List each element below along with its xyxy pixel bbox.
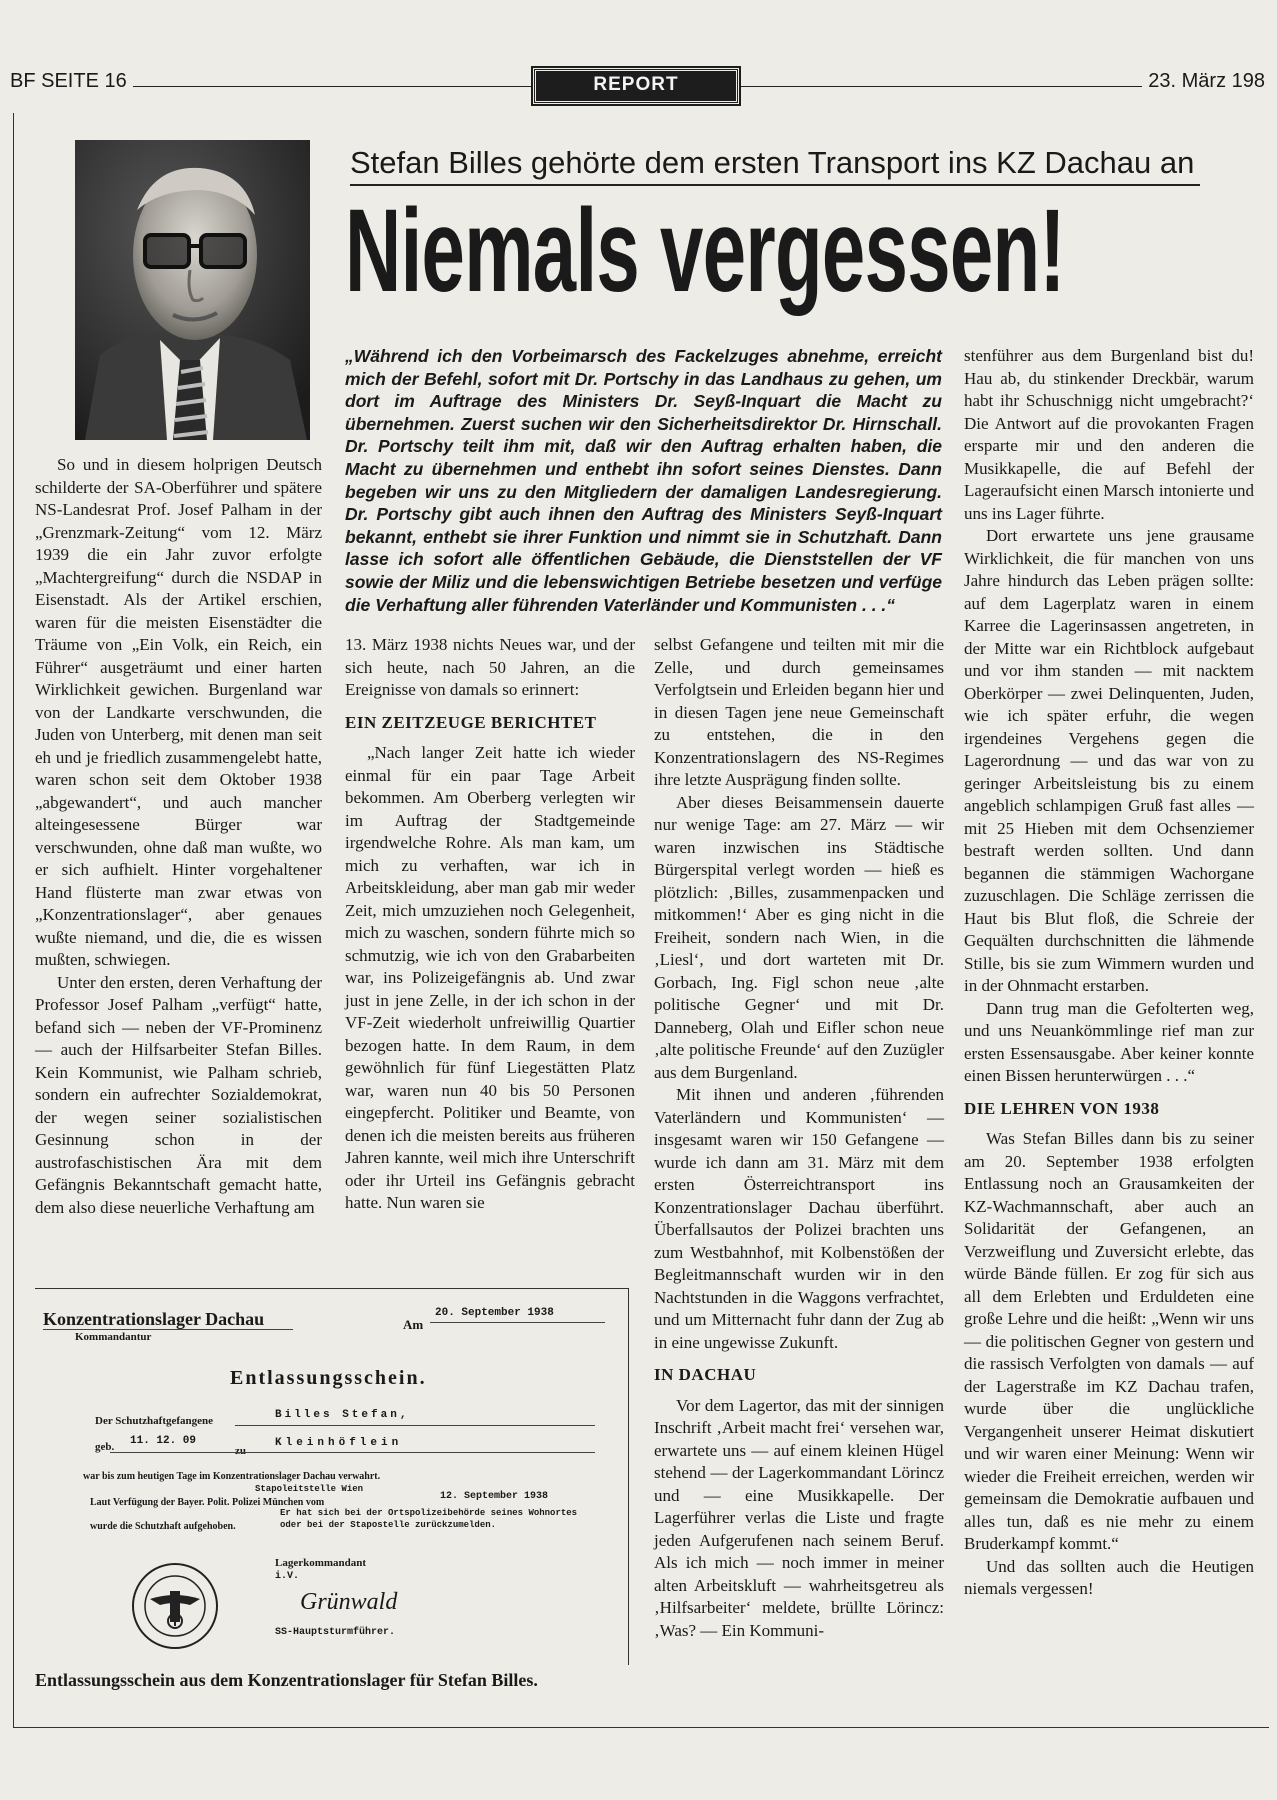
document-caption: Entlassungsschein aus dem Konzentrationslager für Stefan Billes. bbox=[35, 1670, 538, 1690]
paragraph: Mit ihnen und anderen ‚führenden Vaterländern und Kommunisten‘ — insgesamt waren wir 150 Gefangene — wurde ich dann am 31. März mit dem ersten Österreichtransport ins Konzentrationslager Dachau überführt. Überfallsautos der Polizei brachten uns zum Westbahnhof, mit Kolbenstößen der Begleitmannschaft wurden wir in den Nachtstunden in die Waggons verfrachtet, und um Mitternacht fuhr dann der Zug ab in eine ungewisse Zukunft. bbox=[654, 1085, 944, 1352]
doc-line4-stapo: Stapoleitstelle Wien bbox=[255, 1484, 364, 1494]
column-1 bbox=[35, 454, 322, 1219]
doc-date: 20. September 1938 bbox=[435, 1307, 554, 1319]
doc-sig-label2: i.V. bbox=[275, 1571, 300, 1582]
page-label: BF SEITE 16 bbox=[10, 70, 133, 93]
paragraph: 13. März 1938 nichts Neues war, und der sich heute, nach 50 Jahren, an die Ereignisse von damals so erinnert: bbox=[345, 635, 635, 699]
doc-sig-label1: Lagerkommandant bbox=[275, 1557, 367, 1569]
doc-line5-label: wurde die Schutzhaft aufgehoben. bbox=[90, 1521, 236, 1532]
subheading-dachau: IN DACHAU bbox=[654, 1365, 757, 1384]
release-document-figure bbox=[35, 1288, 630, 1694]
column-2 bbox=[345, 634, 635, 1215]
issue-date: 23. März 198 bbox=[1142, 70, 1265, 93]
article-kicker: Stefan Billes gehörte dem ersten Transport ins KZ Dachau an bbox=[350, 145, 1195, 180]
doc-line3: war bis zum heutigen Tage im Konzentrationslager Dachau verwahrt. bbox=[83, 1471, 381, 1482]
paragraph: Und das sollten auch die Heutigen niemals vergessen! bbox=[964, 1556, 1254, 1598]
column-3 bbox=[654, 634, 944, 1642]
release-document bbox=[35, 1288, 629, 1665]
subheading-lehren: DIE LEHREN VON 1938 bbox=[964, 1098, 1160, 1118]
eagle-seal-icon bbox=[130, 1561, 220, 1651]
paragraph: Was Stefan Billes dann bis zu seiner am 20. September 1938 erfolgten Entlassung noch an Grausamkeiten der KZ-Wachmannschaft, aber auch an Solidarität der Gefangenen, an Verzweiflung und Zuversicht erlebte, das würde Bände füllen. Er zog für sich aus all dem Erlebten und Erduldeten eine große Lehre und die heißt: „Wenn wir uns — die politischen Gegner von gestern und die rassisch Verfolgten von damals — auf der Lagerstraße im KZ Dachau trafen, wurde über die unglückliche Vergangenheit unserer Heimat diskutiert und wir waren einer Meinung: Wenn wir wieder die Freiheit erreichen, werden wir gemeinsam die Demokratie aufbauen und alles tun, daß es nie mehr zu einem Bruderkampf kommt.“ bbox=[964, 1129, 1254, 1553]
doc-line4-date: 12. September 1938 bbox=[440, 1491, 549, 1502]
doc-line2-zu: zu bbox=[235, 1445, 246, 1457]
portrait-photo bbox=[75, 140, 310, 440]
doc-signature: Grünwald bbox=[300, 1589, 398, 1615]
section-label: REPORT bbox=[533, 68, 739, 104]
doc-line2-date: 11. 12. 09 bbox=[130, 1435, 197, 1447]
paragraph: Dort erwartete uns jene grausame Wirklichkeit, die für manchen von uns Jahre hindurch das Leben prägen sollte: auf dem Lagerplatz waren in einem Karree die Lagerinsassen angetreten, in der Mitte war ein Richtblock aufgebaut und vor ihm standen — mit nacktem Oberkörper — zwei Delinquenten, Juden, wie ich später erfuhr, die wegen irgendeines Vergehens gegen die Lagerordnung — und das war von zu geringer Arbeitsleistung bis zu einem angeblich schlampigen Gruß fast alles — mit 25 Hieben mit dem Ochsenziemer bestraft werden sollten. Und dann begannen die stämmigen Wachorgane zuzuschlagen. Die Schläge zerrissen die Haut bis Blut floß, die Schreie der Gequälten durchschnitten die lähmende Stille, bis sie zum Wimmern wurden und in der Ohnmacht erstarben. bbox=[964, 526, 1254, 995]
doc-date-prefix: Am bbox=[403, 1317, 424, 1332]
paragraph: Vor dem Lagertor, das mit der sinnigen Inschrift ‚Arbeit macht frei‘ versehen war, erwartete uns — auf einem kleinen Hügel stehend — der Lagerkommandant Lörincz und — eine Musikkapelle. Der Lagerführer verlas die Liste und fragte jeden Aufgerufenen nach seinem Beruf. Als ich mich — noch immer in meiner alten Arbeitskluft — wahrheitsgetreu als ‚Hilfsarbeiter‘ meldete, brüllte Lörincz: ‚Was? — Ein Kommuni- bbox=[654, 1395, 944, 1640]
doc-line2-place: Kleinhöflein bbox=[275, 1437, 403, 1449]
doc-header: Konzentrationslager Dachau bbox=[43, 1309, 265, 1329]
paragraph: Dann trug man die Gefolterten weg, und uns Neuankömmlinge rief man zur ersten Essensausgabe. Aber keiner konnte einen Bissen herunterwürgen . . .“ bbox=[964, 998, 1254, 1085]
doc-header-sub: Kommandantur bbox=[75, 1331, 152, 1343]
doc-line1-label: Der Schutzhaftgefangene bbox=[95, 1415, 214, 1427]
column-4 bbox=[964, 345, 1254, 1601]
doc-title: Entlassungsschein. bbox=[230, 1367, 427, 1389]
doc-line4-label: Laut Verfügung der Bayer. Polit. Polizei München vom bbox=[90, 1497, 325, 1508]
paragraph: So und in diesem holprigen Deutsch schilderte der SA-Oberführer und spätere NS-Landesrat Prof. Josef Palham in der „Grenzmark-Zeitung“ vom 12. März 1939 die ein Jahr zuvor erfolgte „Machtergreifung“ durch die NSDAP in Eisenstadt. Als der Artikel erschien, waren für die meisten Eisenstädter die Träume von „Ein Volk, ein Reich, ein Führer“ ausgeträumt und einer harten Wirklichkeit gewichen. Burgenland war von der Landkarte verschwunden, die Juden von Unterberg, mit denen man seit eh und je friedlich zusammengelebt hatte, waren schon seit dem Oktober 1938 „abgewandert“, und auch mancher alteingesessene Bürger war verschwunden, ohne daß man wußte, wo er sich aufhielt. Hinter vorgehaltener Hand flüsterte man zwar etwas von „Konzentrationslager“, aber genaues wußte niemand, und die, die es wissen mußten, schwiegen. bbox=[35, 455, 322, 969]
doc-line2-label: geb. bbox=[95, 1441, 115, 1453]
masthead bbox=[10, 70, 1265, 100]
portrait-illustration bbox=[75, 140, 310, 440]
paragraph: stenführer aus dem Burgenland bist du! Hau ab, du stinkender Dreckbär, warum habt ihr Schuschnigg nicht umgebracht?‘ Die Antwort auf die provokanten Fragen ersparte mir und den anderen die Musikkapelle, die auf Befehl der Lageraufsicht einen Marsch intonierte und uns ins Lager führte. bbox=[964, 346, 1254, 523]
subheading-zeitzeuge: EIN ZEITZEUGE BERICHTET bbox=[345, 712, 597, 732]
article-headline: Niemals vergessen! bbox=[345, 185, 1065, 317]
intro-quote: „Während ich den Vorbeimarsch des Fackelzuges abnehme, erreicht mich der Befehl, sofort mit Dr. Portschy in das Landhaus zu gehen, um dort im Auftrage des Ministers Dr. Seyß-Inquart die Macht zu übernehmen. Zuerst suchen wir den Sicherheitsdirektor Dr. Hirnschall. Dr. Portschy teilt ihm mit, daß wir den Auftrag erhalten haben, die Macht zu übernehmen und enthebt ihn sofort seines Dienstes. Dann begeben wir uns zu den Mitgliedern der damaligen Landesregierung. Dr. Portschy gibt auch ihnen den Auftrag des Ministers Seyß-Inquart bekannt, enthebt sie ihrer Funktion und nimmt sie in Schutzhaft. Dann lasse ich sofort alle öffentlichen Gebäude, die Dienststellen der VF sowie der Miliz und die lebenswichtigen Betriebe besetzen und verfüge die Verhaftung aller führenden Vaterländer und Kommunisten . . .“ bbox=[345, 346, 942, 615]
doc-sig-rank: SS-Hauptsturmführer. bbox=[275, 1627, 396, 1638]
paragraph: selbst Gefangene und teilten mit mir die Zelle, und durch gemeinsames Verfolgtsein und Erleiden begann hier und in diesen Tagen jene neue Gemeinschaft zu entstehen, die in den Konzentrationslagern des NS-Regimes ihre letzte Ausprägung finden sollte. bbox=[654, 635, 944, 789]
paragraph: Aber dieses Beisammensein dauerte nur wenige Tage: am 27. März — wir waren inzwischen ins Städtische Bürgerspital verlegt worden — hieß es plötzlich: ‚Billes, zusammenpacken und mitkommen!‘ Aber es ging nicht in die Freiheit, sondern nach Wien, in die ‚Liesl‘, und dort warteten mit Dr. Gorbach, Ing. Figl schon neue ‚alte politische Gegner‘ und mit Dr. Danneberg, Olah und Eifler schon neue ‚alte politische Freunde‘ auf den Zuzügler aus dem Burgenland. bbox=[654, 792, 944, 1082]
doc-line1-value: Billes Stefan, bbox=[275, 1409, 410, 1421]
paragraph: Unter den ersten, deren Verhaftung der Professor Josef Palham „verfügt“ hatte, befand sich — neben der VF-Prominenz — auch der Hilfsarbeiter Stefan Billes. Kein Kommunist, wie Palham schrieb, sondern ein aufrechter Sozialdemokrat, der wegen seiner sozialistischen Gesinnung schon in der austrofaschistischen Ära mit dem Gefängnis Bekanntschaft gemacht hatte, dem also diese neuerliche Verhaftung am bbox=[35, 972, 322, 1217]
doc-line5-text: Er hat sich bei der Ortspolizeibehörde seines Wohnortes oder bei der Stapostelle zurückzumelden. bbox=[280, 1508, 578, 1530]
paragraph: „Nach langer Zeit hatte ich wieder einmal für ein paar Tage Arbeit bekommen. Am Oberberg verlegten wir im Auftrag der Stadtgemeinde irgendwelche Rohre. Als man kam, um mich zu verhaften, war ich in Arbeitskleidung, aber man gab mir weder Zeit, mich umzuziehen noch Gelegenheit, mich zu waschen, sondern führte mich so schmutzig, wie ich von den Grabarbeiten war, ins Polizeigefängnis ab. Und zwar just in jene Zelle, in der ich schon in der VF-Zeit wiederholt unfreiwillig Quartier bezogen hatte. In dem Raum, in dem gewöhnlich für fünf Liegestätten Platz war, waren nun 40 bis 50 Personen eingepfercht. Politiker und Beamte, von denen ich die meisten bereits aus früheren Jahren kannte, weil mich ihre Unterschrift oder ihr Urteil ins Gefängnis gebracht hatte. Nun waren sie bbox=[345, 743, 635, 1212]
